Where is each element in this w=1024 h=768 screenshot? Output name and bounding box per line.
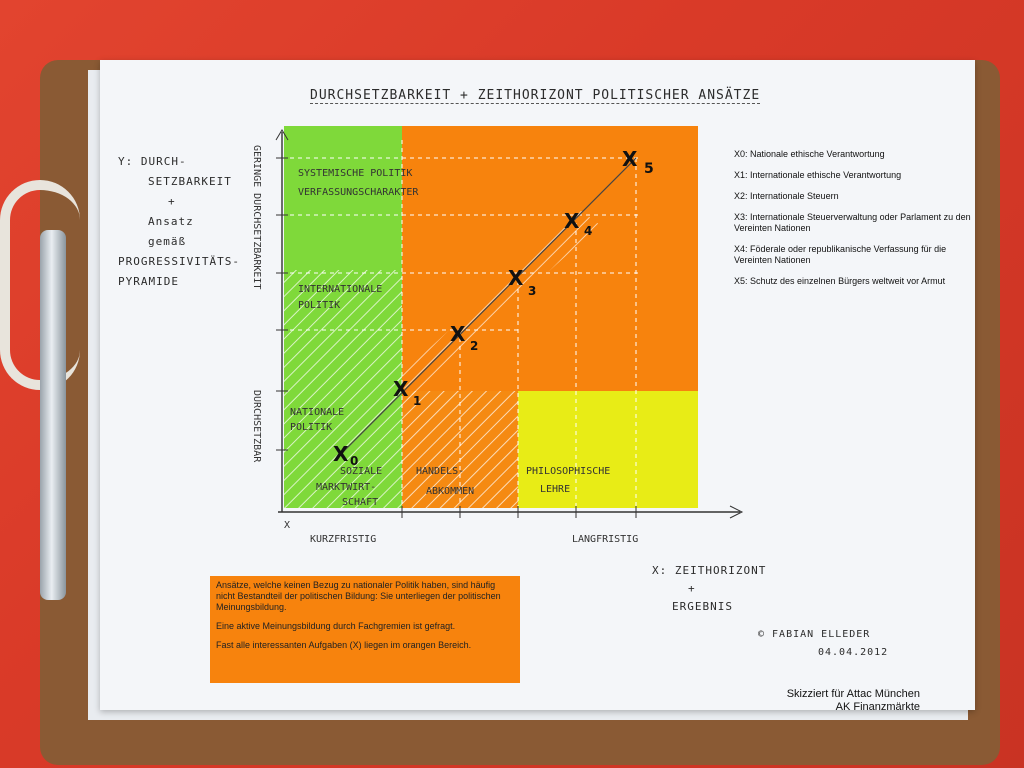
author-date: 04.04.2012	[818, 647, 889, 658]
zone-label-social-market: SCHAFT	[342, 497, 379, 508]
x-axis-long-label: LANGFRISTIG	[572, 534, 639, 545]
x-axis-symbol: X	[284, 520, 291, 531]
x-axis-short-label: KURZFRISTIG	[310, 534, 377, 545]
zone-label-international: INTERNATIONALE	[298, 284, 383, 295]
point-x2-marker: X	[450, 322, 466, 346]
point-x0-sub: 0	[350, 454, 359, 468]
y-desc-line: Ansatz	[148, 215, 194, 228]
y-desc-line: gemäß	[148, 235, 187, 248]
x-desc-line: X: ZEITHORIZONT	[652, 564, 767, 577]
point-x5-marker: X	[622, 147, 638, 171]
zone-label-international: POLITIK	[298, 300, 341, 311]
zone-label-trade: ABKOMMEN	[426, 486, 475, 497]
point-x3-marker: X	[508, 266, 524, 290]
note-text: Eine aktive Meinungsbildung durch Fachgremien ist gefragt.	[216, 621, 456, 631]
credit-line: Skizziert für Attac München	[786, 688, 920, 700]
note-box	[210, 576, 520, 683]
point-x0-marker: X	[333, 442, 349, 466]
zone-label-philosophy: PHILOSOPHISCHE	[526, 466, 611, 477]
legend-item: X3: Internationale Steuerverwaltung oder Parlament zu den Vereinten Nationen	[734, 212, 971, 233]
zone-label-national: POLITIK	[290, 422, 333, 433]
legend-item: X0: Nationale ethische Verantwortung	[734, 149, 885, 159]
legend-item: X4: Föderale oder republikanische Verfassung für die Vereinten Nationen	[734, 244, 947, 265]
y-desc-line: PYRAMIDE	[118, 275, 179, 288]
x-desc-line: +	[688, 582, 696, 595]
note-text: Ansätze, welche keinen Bezug zu nationaler Politik haben, sind häufig nicht Bestandteil der politischen Bildung: Sie unterliegen der politischen Meinungsbildung.	[216, 580, 501, 612]
point-x5-sub: 5	[644, 161, 654, 177]
y-desc-line: +	[168, 195, 176, 208]
legend-item: X2: Internationale Steuern	[734, 191, 839, 201]
legend	[734, 149, 984, 297]
y-axis-upper-label: GERINGE DURCHSETZBARKEIT	[251, 145, 262, 290]
zone-label-trade: HANDELS-	[416, 466, 465, 477]
author-signature	[758, 626, 888, 662]
zone-label-systemic: VERFASSUNGSCHARAKTER	[298, 187, 419, 198]
x-description	[652, 562, 766, 616]
credit-line: AK Finanzmärkte	[835, 701, 920, 713]
legend-item: X1: Internationale ethische Verantwortung	[734, 170, 902, 180]
y-axis-lower-label: DURCHSETZBAR	[251, 390, 262, 463]
point-x1-sub: 1	[413, 394, 422, 408]
y-desc-line: SETZBARKEIT	[148, 175, 232, 188]
y-desc-line: Y: DURCH-	[118, 155, 187, 168]
note-text: Fast alle interessanten Aufgaben (X) liegen im orangen Bereich.	[216, 640, 472, 650]
zone-label-social-market: SOZIALE	[340, 466, 383, 477]
credit	[740, 688, 920, 714]
point-x1-marker: X	[393, 377, 409, 401]
y-desc-line: PROGRESSIVITÄTS-	[118, 255, 240, 268]
diagram-title: DURCHSETZBARKEIT + ZEITHORIZONT POLITISCHER ANSÄTZE	[310, 88, 761, 103]
point-x2-sub: 2	[470, 339, 479, 353]
x-desc-line: ERGEBNIS	[672, 600, 733, 613]
point-x4-sub: 4	[584, 224, 593, 238]
zone-label-philosophy: LEHRE	[540, 484, 571, 495]
zone-label-national: NATIONALE	[290, 407, 345, 418]
zone-label-systemic: SYSTEMISCHE POLITIK	[298, 168, 413, 179]
point-x4-marker: X	[564, 209, 580, 233]
author-name: © FABIAN ELLEDER	[758, 629, 871, 640]
zone-label-social-market: MARKTWIRT-	[316, 482, 377, 493]
legend-item: X5: Schutz des einzelnen Bürgers weltweit vor Armut	[734, 276, 946, 286]
point-x3-sub: 3	[528, 284, 537, 298]
